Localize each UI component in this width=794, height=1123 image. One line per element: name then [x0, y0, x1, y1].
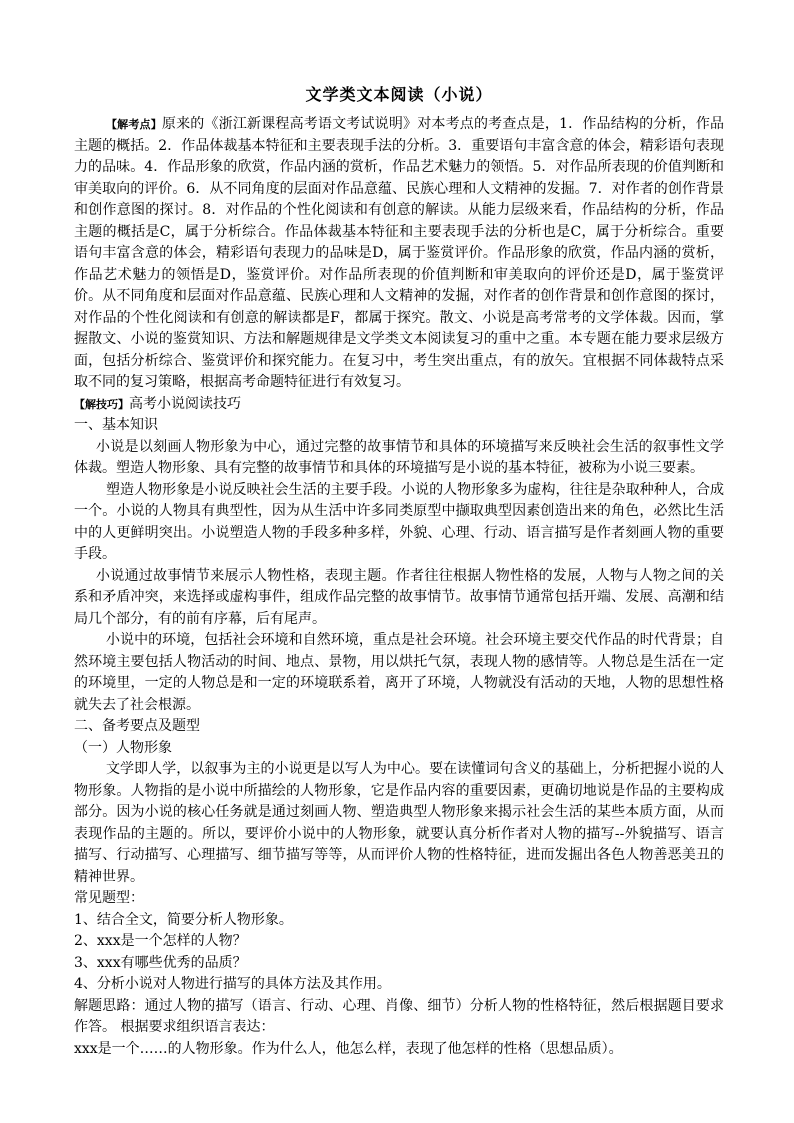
question-item: 2、xxx是一个怎样的人物？ — [74, 933, 247, 949]
section-heading-prep: 二、备考要点及题型 — [74, 718, 200, 734]
skill-paragraph — [74, 394, 724, 416]
question-item: 4、分析小说对人物进行描写的具体方法及其作用。 — [74, 976, 391, 992]
question-types-heading: 常见题型： — [74, 890, 144, 906]
basics-paragraph-1: 小说是以刻画人物形象为中心，通过完整的故事情节和具体的环境描写来反映社会生活的叙事性文学体裁。塑造人物形象、具有完整的故事情节和具体的环境描写是小说的基本特征，被称为小说三要素。 — [74, 438, 724, 476]
skill-tag: 【解技巧】 — [74, 397, 129, 411]
subsection-heading-character: （一）人物形象 — [74, 739, 172, 756]
basics-paragraph-2: 塑造人物形象是小说反映社会生活的主要手段。小说的人物形象多为虚构，往往是杂取种种人，合成一个。小说的人物具有典型性，因为从生活中许多同类原型中撷取典型因素创造出来的角色，必然比生活中的人更鲜明突出。小说塑造人物的手段多种多样，外貌、心理、行动、语言描写是作者刻画人物的重要手段。 — [74, 481, 724, 562]
question-item: 1、结合全文，简要分析人物形象。 — [74, 911, 293, 928]
section-heading-basics: 一、基本知识 — [74, 417, 158, 433]
solution-approach-paragraph: 解题思路：通过人物的描写（语言、行动、心理、肖像、细节）分析人物的性格特征，然后根据题目要求作答。 根据要求组织语言表达： — [74, 997, 724, 1035]
character-paragraph: 文学即人学，以叙事为主的小说更是以写人为中心。要在读懂词句含义的基础上，分析把握小说的人物形象。人物指的是小说中所描绘的人物形象，它是作品内容的重要因素，更确切地说是作品的主要构成部分。因为小说的核心任务就是通过刻画人物、塑造典型人物形象来揭示社会生活的某些本质方面，从而表现作品的主题的。所以，要评价小说中的人物形象，就要认真分析作者对人物的描写--外貌描写、语言描写、行动描写、心理描写、细节描写等等，从而评价人物的性格特征，进而发掘出各色人物善恶美丑的精神世界。 — [74, 761, 724, 885]
basics-paragraph-4: 小说中的环境，包括社会环境和自然环境，重点是社会环境。社会环境主要交代作品的时代背景；自然环境主要包括人物活动的时间、地点、景物，用以烘托气氛，表现人物的感情等。人物总是生活在一定的环境里，一定的人物总是和一定的环境联系着，离开了环境，人物就没有活动的天地，人物的思想性格就失去了社会根源。 — [74, 632, 724, 713]
exam-point-text: 原来的《浙江新课程高考语文考试说明》对本考点的考查点是，1．作品结构的分析，作品主题的概括。2．作品体裁基本特征和主要表现手法的分析。3．重要语句丰富含意的体会，精彩语句表现力的品味。4．作品形象的欣赏，作品内涵的赏析，作品艺术魅力的领悟。5．对作品所表现的价值判断和审美取向的评价。6．从不同角度的层面对作品意蕴、民族心理和人文精神的发掘。7．对作者的创作背景和创作意图的探讨。8．对作品的个性化阅读和有创意的解读。从能力层级来看，作品结构的分析，作品主题的概括是C，属于分析综合。作品体裁基本特征和主要表现手法的分析也是C，属于分析综合。重要语句丰富含意的体会，精彩语句表现力的品味是D，属于鉴赏评价。作品形象的欣赏，作品内涵的赏析，作品艺术魅力的领悟是D，鉴赏评价。对作品所表现的价值判断和审美取向的评价还是D，属于鉴赏评价。从不同角度和层面对作品意蕴、民族心理和人文精神的发掘，对作者的创作背景和创作意图的探讨，对作品的个性化阅读和有创意的解读都是F，都属于探究。散文、小说是高考常考的文学体裁。因而，掌握散文、小说的鉴赏知识、方法和解题规律是文学类文本阅读复习的重中之重。本专题在能力要求层级方面，包括分析综合、鉴赏评价和探究能力。在复习中，考生突出重点，有的放矢。宜根据不同体裁特点采取不同的复习策略，根据高考命题特征进行有效复习。 — [74, 116, 725, 390]
document-page — [74, 84, 724, 1060]
basics-paragraph-3: 小说通过故事情节来展示人物性格，表现主题。作者往往根据人物性格的发展，人物与人物之间的关系和矛盾冲突，来选择或虚构事件，组成作品完整的故事情节。故事情节通常包括开端、发展、高潮和结局几个部分，有的前有序幕，后有尾声。 — [74, 567, 724, 627]
exam-point-paragraph — [74, 114, 724, 394]
exam-point-tag: 【解考点】 — [106, 118, 162, 131]
skill-text: 高考小说阅读技巧 — [129, 395, 241, 412]
question-item: 3、xxx有哪些优秀的品质？ — [74, 954, 247, 971]
answer-template-paragraph: xxx是一个……的人物形象。作为什么人，他怎么样，表现了他怎样的性格（思想品质）。 — [74, 1040, 623, 1057]
document-title: 文学类文本阅读（小说） — [305, 85, 493, 104]
